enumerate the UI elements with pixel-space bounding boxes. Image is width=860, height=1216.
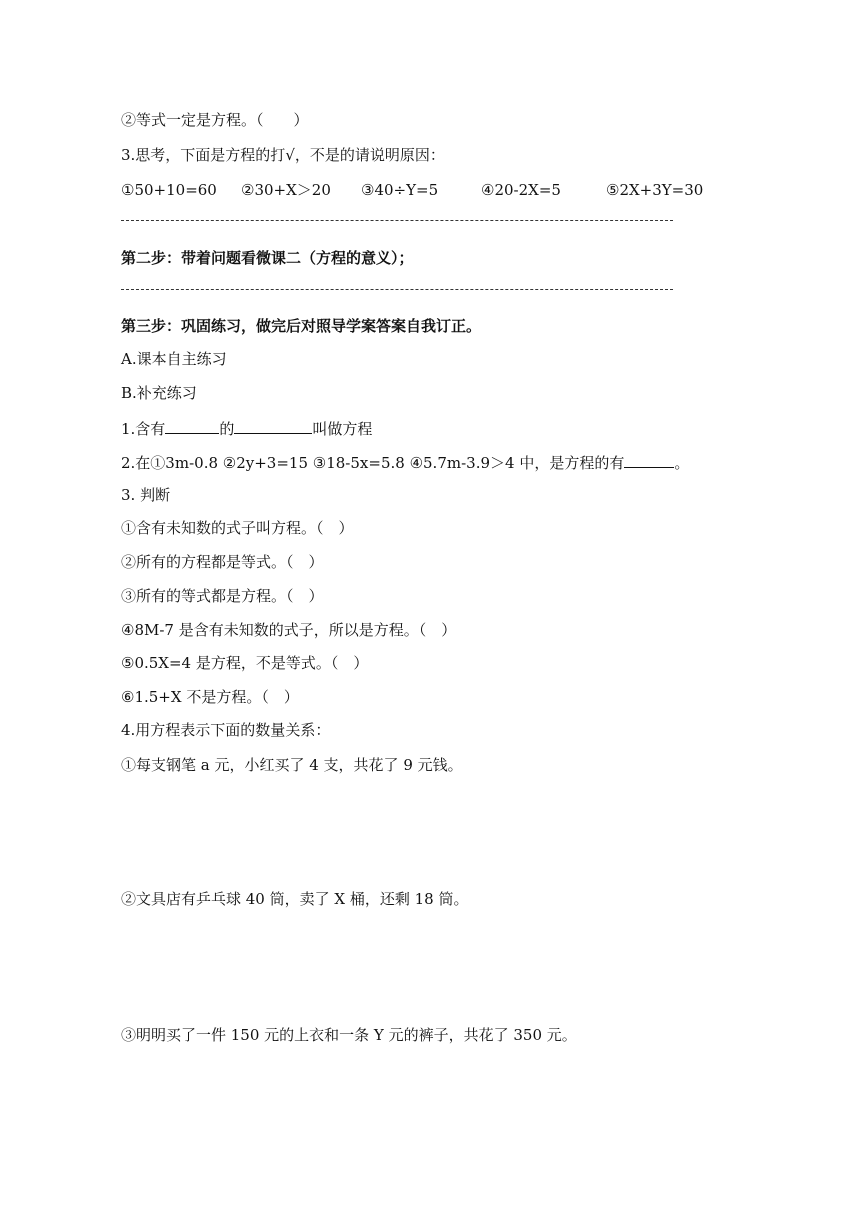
equation-option: ④20-2X=5 [481,181,561,199]
question-3-judge-title: 3. 判断 [121,486,171,504]
section-a-label: A.课本自主练习 [121,350,227,368]
answer-blank[interactable] [234,417,312,434]
q1-middle: 的 [219,420,235,438]
answer-blank[interactable] [165,417,219,434]
word-problem: ②文具店有乒乓球 40 筒，卖了 X 桶，还剩 18 筒。 [121,890,469,908]
judge-item: ⑥1.5+X 不是方程。（ ） [121,688,299,706]
dashed-divider [121,289,673,290]
judge-item: ①含有未知数的式子叫方程。（ ） [121,519,354,537]
answer-blank[interactable] [624,451,674,468]
q2-end: 。 [674,454,690,472]
step-3-heading: 第三步：巩固练习，做完后对照导学案答案自我订正。 [121,317,482,335]
equation-option: ①50+10=60 [121,181,217,199]
fill-in-question-1 [121,417,372,439]
fill-in-question-2 [121,451,689,473]
q2-text: 2.在①3m-0.8 ②2y+3=15 ③18-5x=5.8 ④5.7m-3.9＞4 中，是方程的有 [121,454,625,472]
judge-item: ⑤0.5X=4 是方程，不是等式。（ ） [121,654,369,672]
question-3-title: 3.思考，下面是方程的打√，不是的请说明原因： [121,146,445,164]
q1-prefix: 1.含有 [121,420,166,438]
judge-item: ③所有的等式都是方程。（ ） [121,587,324,605]
judge-item: ②所有的方程都是等式。（ ） [121,553,324,571]
judge-item: ④8M-7 是含有未知数的式子，所以是方程。（ ） [121,621,457,639]
dashed-divider [121,220,673,221]
judge-item-equality: ②等式一定是方程。（ ） [121,111,309,129]
equation-option: ⑤2X+3Y=30 [606,181,704,199]
equation-option: ②30+X＞20 [241,181,331,199]
equation-option: ③40÷Y=5 [361,181,439,199]
step-2-heading: 第二步：带着问题看微课二（方程的意义）； [121,249,414,267]
equation-options-row [121,180,741,200]
section-b-label: B.补充练习 [121,384,197,402]
word-problem: ①每支钢笔 a 元，小红买了 4 支，共花了 9 元钱。 [121,756,463,774]
q1-suffix: 叫做方程 [312,420,373,438]
word-problem: ③明明买了一件 150 元的上衣和一条 Y 元的裤子，共花了 350 元。 [121,1026,577,1044]
question-4-title: 4.用方程表示下面的数量关系： [121,721,331,739]
